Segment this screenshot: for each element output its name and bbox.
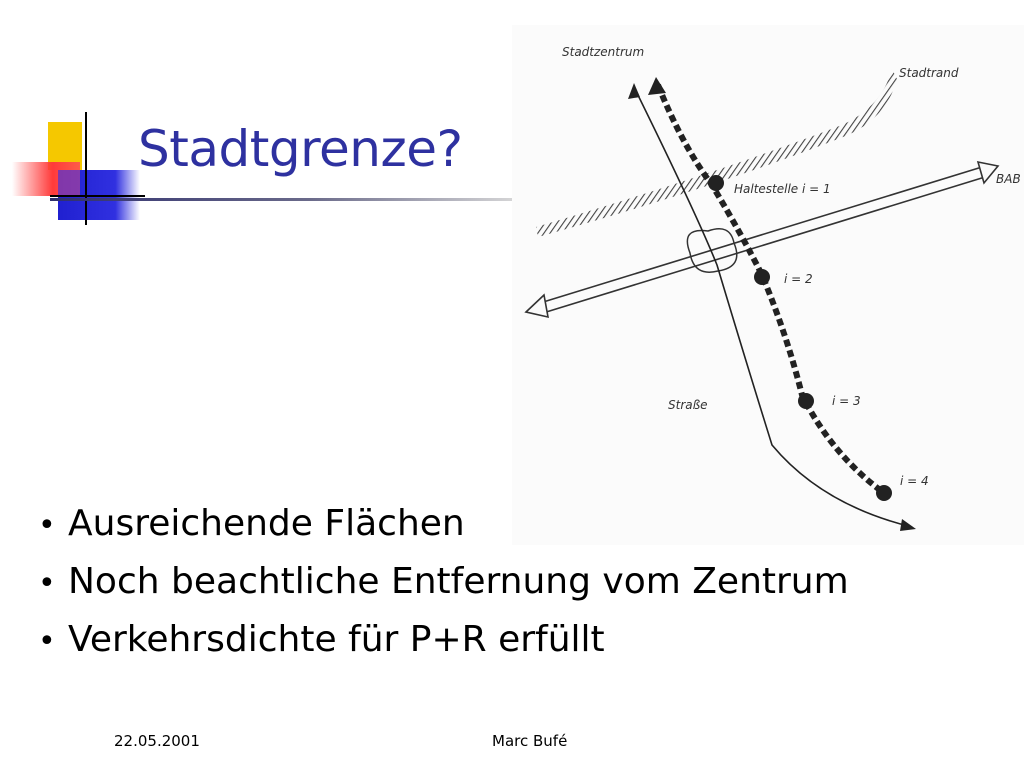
bullet-dot-icon: • (38, 508, 56, 543)
stop-4-marker (876, 485, 892, 501)
label-road: Straße (668, 398, 708, 412)
park-and-ride-diagram (512, 25, 1024, 545)
footer-date: 22.05.2001 (114, 732, 200, 750)
bullet-list (38, 496, 849, 670)
label-highway: BAB (996, 172, 1021, 186)
bullet-text: Ausreichende Flächen (68, 503, 465, 544)
logo-squares-icon (0, 100, 160, 240)
label-city-edge: Stadtrand (899, 66, 959, 80)
bullet-text: Verkehrsdichte für P+R erfüllt (68, 619, 605, 660)
stop-1-marker (708, 175, 724, 191)
bullet-dot-icon: • (38, 566, 56, 601)
bullet-text: Noch beachtliche Entfernung vom Zentrum (68, 561, 849, 602)
bullet-item (38, 496, 849, 554)
slide-title: Stadtgrenze? (138, 120, 463, 178)
label-stop-3: i = 3 (832, 394, 861, 408)
bullet-item (38, 554, 849, 612)
bullet-item (38, 612, 849, 670)
title-underline (50, 196, 520, 204)
stop-3-marker (798, 393, 814, 409)
label-stop-4: i = 4 (900, 474, 929, 488)
label-city-center: Stadtzentrum (562, 45, 645, 59)
label-stop-2: i = 2 (784, 272, 813, 286)
stop-2-marker (754, 269, 770, 285)
bullet-dot-icon: • (38, 624, 56, 659)
label-stop-1: Haltestelle i = 1 (734, 182, 831, 196)
footer-author: Marc Bufé (492, 732, 568, 750)
